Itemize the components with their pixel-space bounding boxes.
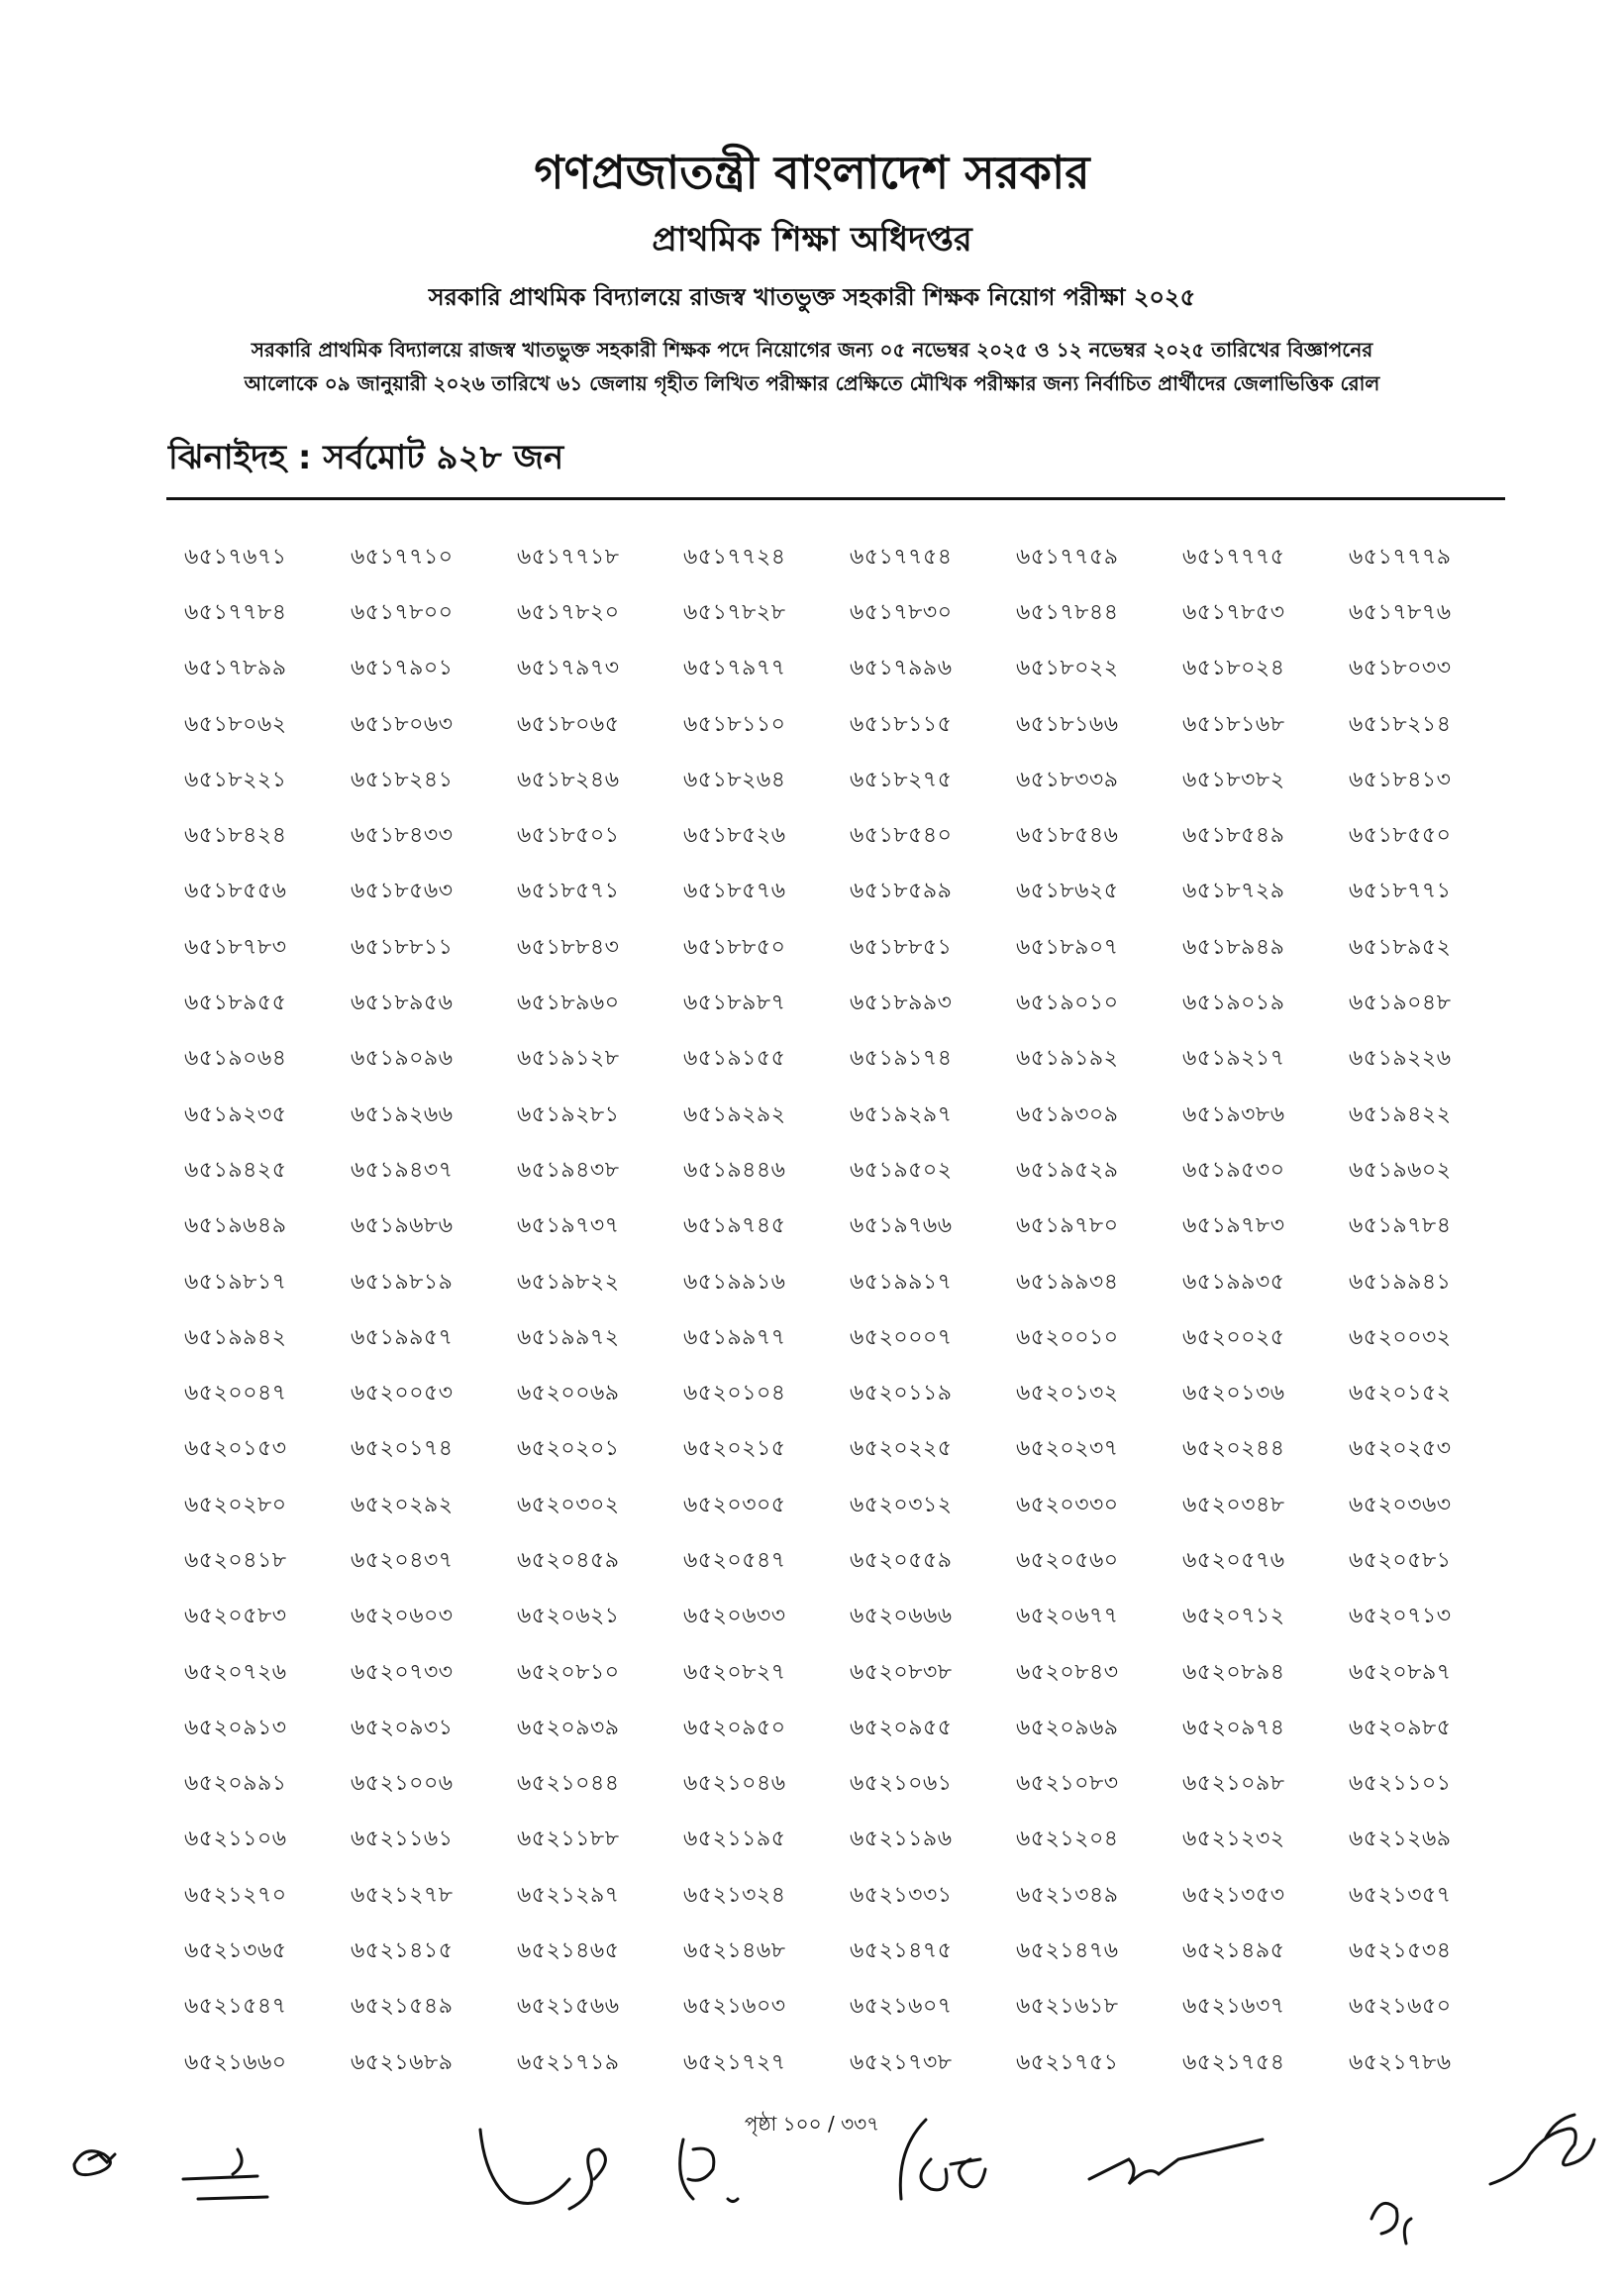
roll-number: ৬৫২০৪৫৯ [517, 1547, 620, 1573]
roll-number: ৬৫১৮২২১ [184, 767, 287, 792]
roll-number: ৬৫১৮৯৫৫ [184, 991, 287, 1016]
roll-number: ৬৫১৭৬৭১ [184, 544, 287, 570]
roll-number: ৬৫১৭৭৭৫ [1182, 544, 1285, 570]
roll-number: ৬৫১৮২৭৫ [850, 767, 953, 792]
roll-number: ৬৫২১৩২৪ [683, 1882, 786, 1908]
roll-number: ৬৫২০১৩২ [1016, 1381, 1119, 1407]
roll-number: ৬৫১৮৮৪৩ [517, 934, 620, 960]
roll-number: ৬৫১৮৯৮৭ [683, 991, 786, 1016]
roll-number: ৬৫১৭৮২৮ [683, 599, 786, 625]
roll-number: ৬৫১৯৬৪৯ [184, 1213, 287, 1239]
roll-number: ৬৫১৭৮৭৬ [1349, 599, 1452, 625]
roll-number: ৬৫১৮২৪১ [351, 767, 454, 792]
roll-number: ৬৫২১১৯৫ [683, 1826, 786, 1852]
roll-number: ৬৫২১৫৩৪ [1349, 1938, 1452, 1964]
roll-number: ৬৫২১০০৬ [351, 1771, 454, 1797]
signature-2 [183, 2149, 267, 2199]
roll-number: ৬৫২১১০৬ [184, 1826, 287, 1852]
notice-line-1: সরকারি প্রাথমিক বিদ্যালয়ে রাজস্ব খাতভুক্ত সহকারী শিক্ষক পদে নিয়োগের জন্য ০৫ নভেম্বর ২০২৫ ও ১২ নভেম্বর ২০২৫ তারিখের বিজ্ঞাপনের [251, 338, 1373, 362]
roll-row [184, 808, 1521, 864]
roll-number: ৬৫২০৭৩৩ [351, 1659, 454, 1685]
roll-number: ৬৫১৮৫৪৯ [1182, 823, 1285, 849]
roll-number: ৬৫২০০৩২ [1349, 1324, 1452, 1350]
roll-number: ৬৫২১৪১৫ [351, 1938, 454, 1964]
roll-number: ৬৫১৮৫৪৬ [1016, 823, 1119, 849]
roll-number: ৬৫২০৯১৩ [184, 1715, 287, 1740]
roll-number: ৬৫১৮৯৯৩ [850, 991, 953, 1016]
roll-number: ৬৫২০৮২৭ [683, 1659, 786, 1685]
roll-number: ৬৫১৮৫৯৯ [850, 879, 953, 904]
roll-number: ৬৫২১২৯৭ [517, 1882, 620, 1908]
roll-number: ৬৫১৯২২৬ [1349, 1046, 1452, 1072]
roll-number: ৬৫২০৬৭৭ [1016, 1604, 1119, 1629]
roll-number: ৬৫১৮৮৫১ [850, 934, 953, 960]
roll-number: ৬৫২১৪৯৫ [1182, 1938, 1285, 1964]
roll-number: ৬৫১৮০৩৩ [1349, 656, 1452, 681]
roll-number: ৬৫১৯১৭৪ [850, 1046, 953, 1072]
roll-number: ৬৫১৯৯৭৭ [683, 1324, 786, 1350]
roll-number: ৬৫১৯৯৭২ [517, 1324, 620, 1350]
roll-number: ৬৫১৮০২২ [1016, 656, 1119, 681]
roll-number: ৬৫২০২৩৭ [1016, 1436, 1119, 1462]
roll-number: ৬৫১৯৯৪২ [184, 1324, 287, 1350]
roll-row [184, 865, 1521, 920]
roll-number: ৬৫২১৩৫৩ [1182, 1882, 1285, 1908]
roll-number: ৬৫১৮০২৪ [1182, 656, 1285, 681]
roll-number: ৬৫১৮৮১১ [351, 934, 454, 960]
signature-4 [680, 2139, 738, 2202]
roll-row [184, 1200, 1521, 1255]
roll-number: ৬৫২১০৪৬ [683, 1771, 786, 1797]
roll-number: ৬৫২০৮৯৪ [1182, 1659, 1285, 1685]
roll-number: ৬৫২১০৯৮ [1182, 1771, 1285, 1797]
roll-number: ৬৫১৯৫৩০ [1182, 1157, 1285, 1183]
roll-number: ৬৫২০৩৪৮ [1182, 1492, 1285, 1517]
roll-number: ৬৫১৯৭৪৫ [683, 1213, 786, 1239]
roll-number: ৬৫২১৬০৩ [683, 1994, 786, 2020]
roll-number: ৬৫১৮৫৫৬ [184, 879, 287, 904]
roll-row [184, 1924, 1521, 1979]
roll-number: ৬৫২১৩৪৯ [1016, 1882, 1119, 1908]
roll-number: ৬৫১৮৫৭১ [517, 879, 620, 904]
roll-number: ৬৫২০২০১ [517, 1436, 620, 1462]
roll-number: ৬৫১৯৪৪৬ [683, 1157, 786, 1183]
roll-number: ৬৫১৭৭৭৯ [1349, 544, 1452, 570]
roll-number: ৬৫১৭৮৯৯ [184, 656, 287, 681]
roll-number: ৬৫১৭৮০০ [351, 599, 454, 625]
roll-number: ৬৫২১৬৮৯ [351, 2049, 454, 2075]
roll-number: ৬৫১৯৫০২ [850, 1157, 953, 1183]
roll-number: ৬৫১৯৬০২ [1349, 1157, 1452, 1183]
roll-row [184, 1757, 1521, 1813]
roll-number: ৬৫২০৮১০ [517, 1659, 620, 1685]
roll-row [184, 1310, 1521, 1366]
roll-number: ৬৫২১২০৪ [1016, 1826, 1119, 1852]
roll-number: ৬৫১৮৫০১ [517, 823, 620, 849]
roll-number: ৬৫২০৫৭৬ [1182, 1547, 1285, 1573]
roll-number: ৬৫২০৯৫০ [683, 1715, 786, 1740]
roll-number: ৬৫২০৯৫৫ [850, 1715, 953, 1740]
roll-number: ৬৫১৮৪৩৩ [351, 823, 454, 849]
roll-number: ৬৫১৯২৯৭ [850, 1101, 953, 1127]
roll-number: ৬৫২০৫৮৩ [184, 1604, 287, 1629]
roll-number: ৬৫২০৭১৩ [1349, 1604, 1452, 1629]
roll-number: ৬৫২০২১৫ [683, 1436, 786, 1462]
roll-number: ৬৫২০০৬৯ [517, 1381, 620, 1407]
roll-number: ৬৫১৯৪২৫ [184, 1157, 287, 1183]
roll-number: ৬৫১৯৯৩৪ [1016, 1269, 1119, 1295]
roll-number: ৬৫২১৬৩৭ [1182, 1994, 1285, 2020]
roll-number: ৬৫২১১৯৬ [850, 1826, 953, 1852]
roll-number: ৬৫২০৬২১ [517, 1604, 620, 1629]
roll-number: ৬৫১৯৭৩৭ [517, 1213, 620, 1239]
roll-number: ৬৫১৯০১০ [1016, 991, 1119, 1016]
roll-row [184, 697, 1521, 753]
roll-number: ৬৫২০৯৩১ [351, 1715, 454, 1740]
roll-number: ৬৫২১৬৫০ [1349, 1994, 1452, 2020]
document-title: গণপ্রজাতন্ত্রী বাংলাদেশ সরকার [534, 146, 1090, 199]
notice-line-2: আলোকে ০৯ জানুয়ারী ২০২৬ তারিখে ৬১ জেলায় গৃহীত লিখিত পরীক্ষার প্রেক্ষিতে মৌখিক পরীক্ষার জন্য নির্বাচিত প্রার্থীদের জেলাভিত্তিক রোল [244, 371, 1380, 395]
roll-number: ৬৫১৯২৮১ [517, 1101, 620, 1127]
roll-number: ৬৫১৮৫৬৩ [351, 879, 454, 904]
roll-number: ৬৫২০১৫৩ [184, 1436, 287, 1462]
roll-number: ৬৫২১৭৮৬ [1349, 2049, 1452, 2075]
roll-number: ৬৫২১৪৬৮ [683, 1938, 786, 1964]
roll-number: ৬৫১৯৮২২ [517, 1269, 620, 1295]
roll-number: ৬৫১৮৬২৫ [1016, 879, 1119, 904]
roll-number: ৬৫১৭৯৭৭ [683, 656, 786, 681]
roll-number: ৬৫২০৪১৮ [184, 1547, 287, 1573]
roll-number: ৬৫১৯৪৩৭ [351, 1157, 454, 1183]
roll-number: ৬৫১৮৪১৩ [1349, 767, 1452, 792]
roll-number: ৬৫১৭৭২৪ [683, 544, 786, 570]
roll-number: ৬৫২১৭৫১ [1016, 2049, 1119, 2075]
roll-number-grid [184, 530, 1521, 2091]
roll-row [184, 1478, 1521, 1533]
roll-row [184, 1701, 1521, 1756]
roll-number: ৬৫২১১৮৮ [517, 1826, 620, 1852]
roll-number: ৬৫২১৩৫৭ [1349, 1882, 1452, 1908]
roll-number: ৬৫১৮০৬৩ [351, 711, 454, 737]
roll-number: ৬৫২০৩৬৩ [1349, 1492, 1452, 1517]
roll-number: ৬৫২১০৮৩ [1016, 1771, 1119, 1797]
roll-number: ৬৫১৮৯৪৯ [1182, 934, 1285, 960]
roll-number: ৬৫২০১০৪ [683, 1381, 786, 1407]
roll-number: ৬৫১৯৩০৯ [1016, 1101, 1119, 1127]
roll-number: ৬৫১৭৯০১ [351, 656, 454, 681]
roll-number: ৬৫১৯৭৮০ [1016, 1213, 1119, 1239]
roll-number: ৬৫২০৩১২ [850, 1492, 953, 1517]
roll-number: ৬৫২০০০৭ [850, 1324, 953, 1350]
roll-number: ৬৫২০৫৬০ [1016, 1547, 1119, 1573]
roll-row [184, 920, 1521, 976]
roll-number: ৬৫২১৩৬৫ [184, 1938, 287, 1964]
roll-number: ৬৫১৭৮২০ [517, 599, 620, 625]
roll-number: ৬৫২০০৪৭ [184, 1381, 287, 1407]
roll-number: ৬৫১৮৫২৬ [683, 823, 786, 849]
roll-number: ৬৫১৮৭৭১ [1349, 879, 1452, 904]
roll-number: ৬৫১৮৭৮৩ [184, 934, 287, 960]
roll-number: ৬৫১৯৮১৯ [351, 1269, 454, 1295]
roll-number: ৬৫২১১০১ [1349, 1771, 1452, 1797]
roll-row [184, 1366, 1521, 1421]
roll-number: ৬৫১৮৮৫০ [683, 934, 786, 960]
roll-number: ৬৫২১২৭০ [184, 1882, 287, 1908]
roll-number: ৬৫১৯৩৮৬ [1182, 1101, 1285, 1127]
roll-number: ৬৫২০৫৫৯ [850, 1547, 953, 1573]
roll-number: ৬৫২০০৫৩ [351, 1381, 454, 1407]
signature-1 [74, 2151, 115, 2175]
roll-number: ৬৫২০৭১২ [1182, 1604, 1285, 1629]
roll-number: ৬৫১৮৯৫৬ [351, 991, 454, 1016]
roll-number: ৬৫১৭৮৫৩ [1182, 599, 1285, 625]
roll-row [184, 1590, 1521, 1645]
roll-number: ৬৫১৯৪২২ [1349, 1101, 1452, 1127]
roll-number: ৬৫১৭৭১০ [351, 544, 454, 570]
roll-number: ৬৫১৮০৬৫ [517, 711, 620, 737]
roll-number: ৬৫২০৬০৩ [351, 1604, 454, 1629]
notice-text [149, 333, 1475, 400]
roll-number: ৬৫২০৪৩৭ [351, 1547, 454, 1573]
roll-number: ৬৫২০১১৯ [850, 1381, 953, 1407]
roll-number: ৬৫১৮৩৮২ [1182, 767, 1285, 792]
roll-number: ৬৫১৭৯৯৬ [850, 656, 953, 681]
roll-number: ৬৫১৭৮৪৪ [1016, 599, 1119, 625]
roll-number: ৬৫১৭৮৩০ [850, 599, 953, 625]
roll-number: ৬৫২১১৬১ [351, 1826, 454, 1852]
roll-number: ৬৫২১৬০৭ [850, 1994, 953, 2020]
roll-number: ৬৫১৯০১৯ [1182, 991, 1285, 1016]
roll-number: ৬৫২০৮৯৭ [1349, 1659, 1452, 1685]
roll-number: ৬৫১৭৭৫৪ [850, 544, 953, 570]
roll-number: ৬৫১৯৭৬৬ [850, 1213, 953, 1239]
roll-number: ৬৫১৯৯১৬ [683, 1269, 786, 1295]
roll-number: ৬৫১৮২৪৬ [517, 767, 620, 792]
roll-number: ৬৫২০৯৮৫ [1349, 1715, 1452, 1740]
signature-6 [1089, 2139, 1263, 2184]
divider [166, 497, 1505, 500]
roll-number: ৬৫১৮৫৪০ [850, 823, 953, 849]
roll-number: ৬৫২০৫৪৭ [683, 1547, 786, 1573]
roll-row [184, 1533, 1521, 1589]
roll-number: ৬৫২০৯৭৪ [1182, 1715, 1285, 1740]
roll-number: ৬৫২০৯৯১ [184, 1771, 287, 1797]
roll-number: ৬৫২১৭৩৮ [850, 2049, 953, 2075]
roll-number: ৬৫২০১৩৬ [1182, 1381, 1285, 1407]
roll-number: ৬৫২১৫৪৭ [184, 1994, 287, 2020]
roll-number: ৬৫২১৫৪৯ [351, 1994, 454, 2020]
roll-number: ৬৫২১৬৬০ [184, 2049, 287, 2075]
district-heading: ঝিনাইদহ : সর্বমোট ৯২৮ জন [168, 438, 564, 477]
roll-number: ৬৫১৮২১৪ [1349, 711, 1452, 737]
roll-number: ৬৫১৯২৯২ [683, 1101, 786, 1127]
roll-number: ৬৫১৯৯৩৫ [1182, 1269, 1285, 1295]
roll-number: ৬৫১৮৫৭৬ [683, 879, 786, 904]
roll-number: ৬৫২১২৬৯ [1349, 1826, 1452, 1852]
roll-number: ৬৫১৮১১০ [683, 711, 786, 737]
roll-number: ৬৫১৯৯৫৭ [351, 1324, 454, 1350]
roll-number: ৬৫২০৮৪৩ [1016, 1659, 1119, 1685]
roll-number: ৬৫২০৯৬৯ [1016, 1715, 1119, 1740]
roll-number: ৬৫২০০২৫ [1182, 1324, 1285, 1350]
roll-row [184, 976, 1521, 1031]
roll-number: ৬৫১৮০৬২ [184, 711, 287, 737]
page-number: পৃষ্ঠা ১০০ / ৩৩৭ [744, 2112, 880, 2136]
roll-row [184, 1255, 1521, 1310]
roll-number: ৬৫১৮১৬৬ [1016, 711, 1119, 737]
roll-number: ৬৫১৯১৯২ [1016, 1046, 1119, 1072]
roll-number: ৬৫২১৩৩১ [850, 1882, 953, 1908]
roll-number: ৬৫২১৪৭৫ [850, 1938, 953, 1964]
roll-number: ৬৫২০৫৮১ [1349, 1547, 1452, 1573]
roll-number: ৬৫২১৪৬৫ [517, 1938, 620, 1964]
roll-number: ৬৫১৮৯৫২ [1349, 934, 1452, 960]
roll-number: ৬৫১৯৫২৯ [1016, 1157, 1119, 1183]
roll-number: ৬৫১৮৫৫০ [1349, 823, 1452, 849]
roll-number: ৬৫১৮২৬৪ [683, 767, 786, 792]
roll-number: ৬৫১৯০৯৬ [351, 1046, 454, 1072]
roll-number: ৬৫১৮১১৫ [850, 711, 953, 737]
roll-row [184, 1422, 1521, 1478]
roll-number: ৬৫১৯০৪৮ [1349, 991, 1452, 1016]
roll-number: ৬৫২০৩০২ [517, 1492, 620, 1517]
roll-number: ৬৫১৮৯০৭ [1016, 934, 1119, 960]
exam-title: সরকারি প্রাথমিক বিদ্যালয়ে রাজস্ব খাতভুক্ত সহকারী শিক্ষক নিয়োগ পরীক্ষা ২০২৫ [428, 283, 1196, 311]
roll-number: ৬৫১৯৯১৭ [850, 1269, 953, 1295]
signature-7 [1371, 2203, 1411, 2243]
roll-number: ৬৫১৮৭২৯ [1182, 879, 1285, 904]
roll-row [184, 585, 1521, 641]
roll-number: ৬৫২০৬৬৬ [850, 1604, 953, 1629]
signatures [0, 2070, 1624, 2268]
roll-number: ৬৫২১২৭৮ [351, 1882, 454, 1908]
roll-number: ৬৫১৯০৬৪ [184, 1046, 287, 1072]
roll-number: ৬৫২০১৭৪ [351, 1436, 454, 1462]
roll-number: ৬৫২০২৪৪ [1182, 1436, 1285, 1462]
roll-row [184, 1032, 1521, 1088]
roll-row [184, 530, 1521, 585]
department-name: প্রাথমিক শিক্ষা অধিদপ্তর [652, 220, 972, 260]
roll-number: ৬৫২০৬৩৩ [683, 1604, 786, 1629]
roll-number: ৬৫১৭৭৮৪ [184, 599, 287, 625]
roll-number: ৬৫২১৭২৭ [683, 2049, 786, 2075]
roll-number: ৬৫১৯৪৩৮ [517, 1157, 620, 1183]
roll-number: ৬৫১৭৭১৮ [517, 544, 620, 570]
roll-row [184, 1980, 1521, 2035]
roll-number: ৬৫১৯২১৭ [1182, 1046, 1285, 1072]
roll-number: ৬৫২০৭২৬ [184, 1659, 287, 1685]
roll-number: ৬৫২০১৫২ [1349, 1381, 1452, 1407]
roll-number: ৬৫১৯৭৮৪ [1349, 1213, 1452, 1239]
roll-number: ৬৫২০২৮০ [184, 1492, 287, 1517]
roll-row [184, 753, 1521, 808]
roll-number: ৬৫১৯২৬৬ [351, 1101, 454, 1127]
roll-number: ৬৫১৭৭৫৯ [1016, 544, 1119, 570]
roll-number: ৬৫১৯৭৮৩ [1182, 1213, 1285, 1239]
roll-number: ৬৫২০৯৩৯ [517, 1715, 620, 1740]
roll-number: ৬৫২০৮৩৮ [850, 1659, 953, 1685]
roll-number: ৬৫১৮৩৩৯ [1016, 767, 1119, 792]
roll-number: ৬৫১৯৬৮৬ [351, 1213, 454, 1239]
roll-row [184, 1868, 1521, 1924]
roll-number: ৬৫১৯১৫৫ [683, 1046, 786, 1072]
roll-number: ৬৫১৭৯৭৩ [517, 656, 620, 681]
roll-number: ৬৫১৯৯৪১ [1349, 1269, 1452, 1295]
roll-row [184, 1143, 1521, 1199]
roll-number: ৬৫২০২২৫ [850, 1436, 953, 1462]
roll-number: ৬৫২১২৩২ [1182, 1826, 1285, 1852]
roll-number: ৬৫২১০৪৪ [517, 1771, 620, 1797]
roll-number: ৬৫১৯৮১৭ [184, 1269, 287, 1295]
roll-number: ৬৫২০৩৩০ [1016, 1492, 1119, 1517]
roll-row [184, 1645, 1521, 1701]
roll-number: ৬৫২১৭১৯ [517, 2049, 620, 2075]
roll-number: ৬৫২১০৬১ [850, 1771, 953, 1797]
roll-number: ৬৫২০২৯২ [351, 1492, 454, 1517]
roll-row [184, 1088, 1521, 1143]
roll-number: ৬৫১৯২৩৫ [184, 1101, 287, 1127]
roll-number: ৬৫২১৭৫৪ [1182, 2049, 1285, 2075]
roll-number: ৬৫২১৪৭৬ [1016, 1938, 1119, 1964]
roll-row [184, 642, 1521, 697]
roll-number: ৬৫২১৬১৮ [1016, 1994, 1119, 2020]
roll-row [184, 1813, 1521, 1868]
roll-number: ৬৫২০২৫৩ [1349, 1436, 1452, 1462]
roll-number: ৬৫১৯১২৮ [517, 1046, 620, 1072]
roll-number: ৬৫২১৫৬৬ [517, 1994, 620, 2020]
roll-number: ৬৫১৮১৬৮ [1182, 711, 1285, 737]
roll-number: ৬৫২০০১০ [1016, 1324, 1119, 1350]
roll-number: ৬৫১৮৪২৪ [184, 823, 287, 849]
roll-number: ৬৫২০৩০৫ [683, 1492, 786, 1517]
roll-number: ৬৫১৮৯৬০ [517, 991, 620, 1016]
